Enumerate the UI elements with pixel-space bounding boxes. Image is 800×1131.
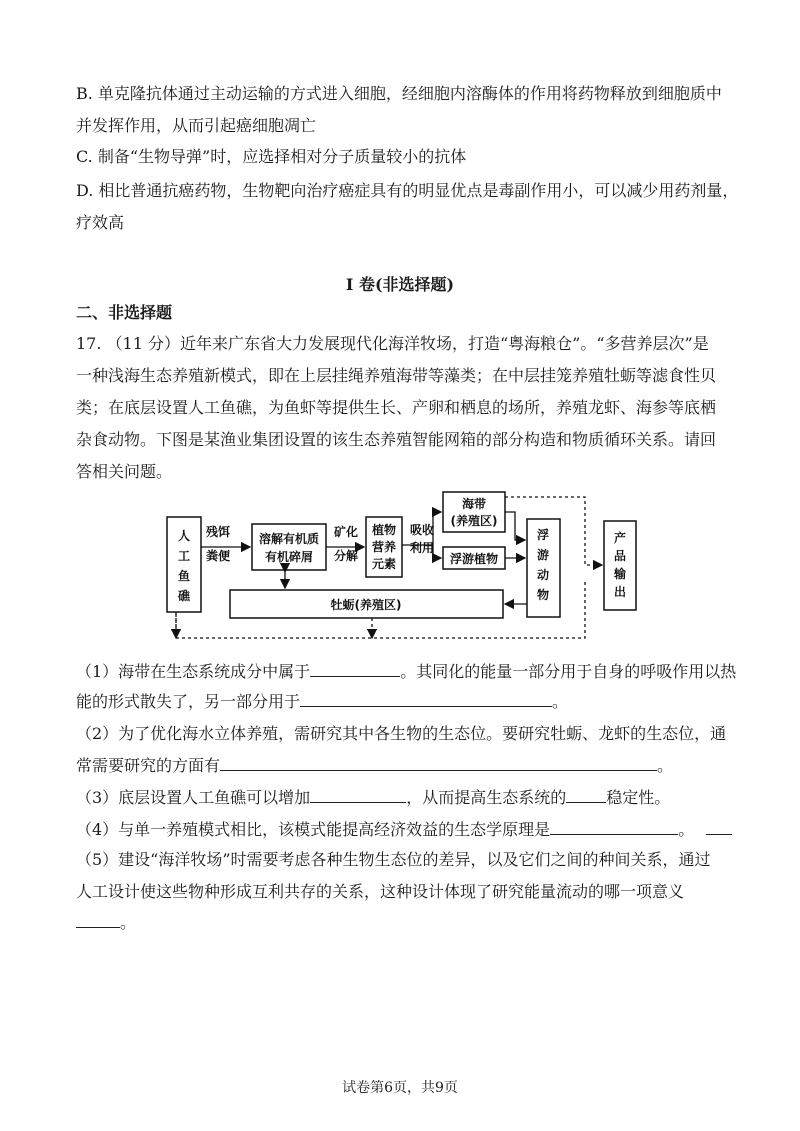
phyto-text: 浮游植物: [449, 552, 499, 566]
q2-blank[interactable]: [220, 756, 657, 771]
absorb-label-2: 利用: [409, 541, 435, 555]
q2-line1: （2）为了优化海水立体养殖，需研究其中各生物的生态位。要研究牡蛎、龙虾的生态位，通: [76, 724, 727, 743]
q1-text-a: （1）海带在生态系统成分中属于: [76, 662, 311, 681]
nutrient-text-3: 元素: [371, 557, 397, 571]
nutrient-text-1: 植物: [371, 523, 397, 537]
q3-blank-2[interactable]: [566, 788, 606, 803]
reef-char-1: 人: [177, 529, 191, 543]
q17-line2: 一种浅海生态养殖新模式，即在上层挂绳养殖海带等藻类；在中层挂笼养殖牡蛎等滤食性贝: [76, 366, 717, 385]
option-b-line2: 并发挥作用，从而引起癌细胞凋亡: [76, 116, 317, 135]
oyster-text: 牡蛎(养殖区): [330, 598, 402, 612]
product-char-1: 产: [613, 531, 627, 545]
q4-text-a: （4）与单一养殖模式相比，该模式能提高经济效益的生态学原理是: [76, 820, 551, 839]
option-d-line1: D. 相比普通抗癌药物，生物靶向治疗癌症具有的明显优点是毒副作用小，可以减少用药剂量，: [76, 181, 739, 200]
kelp-text-1: 海带: [461, 497, 487, 511]
volume-title: I 卷(非选择题): [345, 275, 455, 294]
section-heading: 二、非选择题: [76, 303, 173, 322]
q2-text-c: 。: [657, 756, 674, 775]
reef-char-2: 工: [177, 549, 191, 563]
dashed-kelp-to-product: [505, 497, 602, 565]
q1-line2: [76, 692, 568, 712]
dissolve-text-2: 有机碎屑: [264, 550, 314, 564]
residue-label-2: 粪便: [205, 549, 231, 563]
q5-text-c: 。: [120, 913, 137, 932]
q1-text-b: 。其同化的能量一部分用于自身的呼吸作用以热: [400, 662, 737, 681]
option-b-line1: B. 单克隆抗体通过主动运输的方式进入细胞，经细胞内溶酶体的作用将药物释放到细胞质中: [76, 84, 722, 103]
arrow-nutrient-to-phyto: [433, 545, 441, 558]
q2-text-b: 常需要研究的方面有: [76, 756, 221, 775]
q5-line3: [76, 913, 136, 933]
q5-blank[interactable]: [76, 913, 120, 928]
q4-blank-1[interactable]: [550, 820, 678, 835]
dissolve-text-1: 溶解有机质: [258, 532, 320, 546]
nutrient-text-2: 营养: [371, 540, 397, 554]
q3-line: [76, 788, 670, 808]
mineral-label-1: 矿化: [333, 525, 359, 539]
option-d-line2: 疗效高: [76, 213, 125, 232]
q1-text-c: 能的形式散失了，另一部分用于: [76, 692, 301, 711]
q3-blank-1[interactable]: [310, 788, 406, 803]
q3-text-b: ，从而提高生态系统的: [406, 788, 567, 807]
q3-text-a: （3）底层设置人工鱼礁可以增加: [76, 788, 311, 807]
residue-label-1: 残饵: [205, 525, 231, 539]
zoo-char-4: 物: [536, 588, 550, 602]
zoo-char-3: 动: [536, 568, 550, 582]
q1-line1: [76, 662, 736, 682]
zoo-char-2: 游: [536, 548, 550, 562]
q17-line3: 类；在底层设置人工鱼礁，为鱼虾等提供生长、产卵和栖息的场所，养殖龙虾、海参等底栖: [76, 398, 717, 417]
q17-line5: 答相关问题。: [76, 462, 173, 481]
q5-line2: 人工设计使这些物种形成互利共存的关系，这种设计体现了研究能量流动的哪一项意义: [76, 882, 685, 901]
kelp-text-2: (养殖区): [450, 514, 498, 528]
absorb-label-1: 吸收: [409, 523, 435, 537]
q17-line1: 17. （11 分）近年来广东省大力发展现代化海洋牧场，打造“粤海粮仓”。“多营养层次”是: [76, 334, 709, 353]
q1-blank-1[interactable]: [310, 662, 400, 677]
arrow-kelp-to-zoo: [505, 512, 525, 540]
mineral-label-2: 分解: [333, 549, 359, 563]
option-c: C. 制备“生物导弹”时，应选择相对分子质量较小的抗体: [76, 147, 467, 166]
q2-line2: [76, 756, 673, 776]
q4-text-b: 。: [678, 820, 695, 839]
page-footer: 试卷第6页，共9页: [342, 1080, 458, 1096]
q4-line: [76, 820, 732, 840]
reef-char-4: 礁: [177, 589, 191, 603]
zoo-char-1: 浮: [536, 528, 550, 542]
product-char-4: 出: [613, 585, 627, 599]
material-cycle-diagram: [150, 480, 650, 650]
q5-line1: （5）建设“海洋牧场”时需要考虑各种生物生态位的差异，以及它们之间的种间关系，通过: [76, 850, 711, 869]
product-char-3: 输: [613, 567, 627, 581]
reef-char-3: 鱼: [177, 569, 191, 583]
q1-blank-2[interactable]: [300, 692, 552, 707]
q1-text-d: 。: [552, 692, 569, 711]
product-char-2: 品: [613, 549, 627, 563]
q3-text-c: 稳定性。: [606, 788, 671, 807]
q4-blank-2[interactable]: [706, 820, 732, 835]
q17-line4: 杂食动物。下图是某渔业集团设置的该生态养殖智能网箱的部分构造和物质循环关系。请回: [76, 430, 717, 449]
